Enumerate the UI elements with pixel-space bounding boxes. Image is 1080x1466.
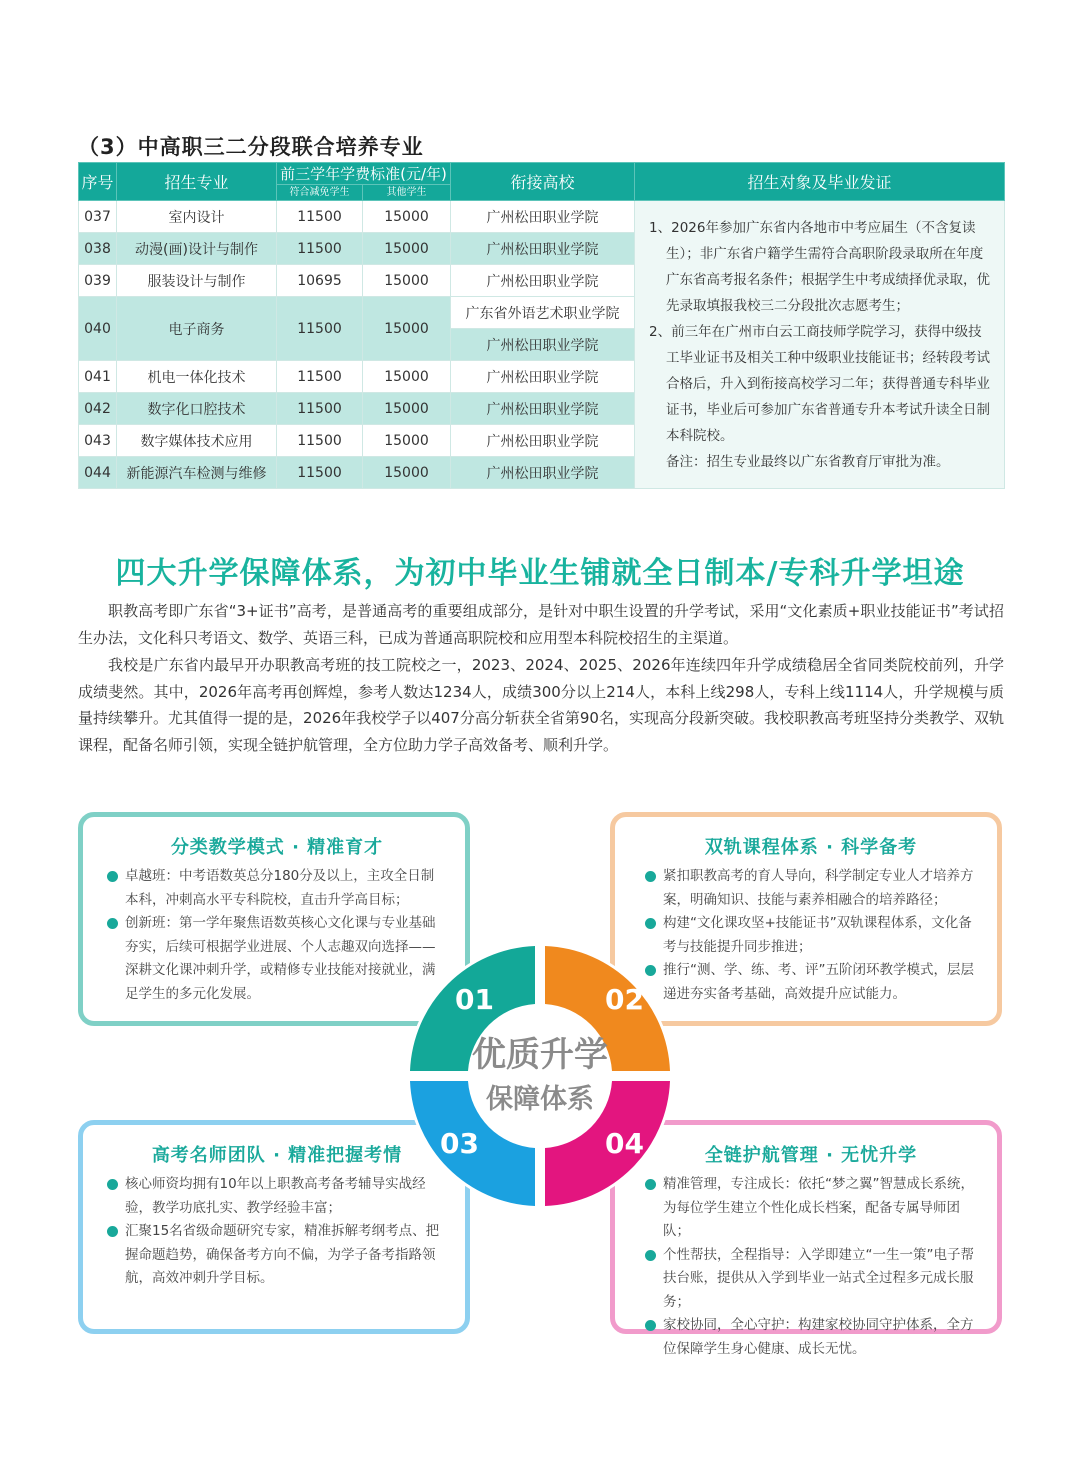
list-item bbox=[645, 1173, 977, 1244]
label-01: 01 bbox=[455, 983, 494, 1016]
center-title-line2: 保障体系 bbox=[486, 1084, 594, 1115]
list-item bbox=[107, 912, 447, 1006]
bullet-icon bbox=[645, 918, 656, 929]
row-fee-local: 11500 bbox=[277, 425, 363, 457]
row-no: 039 bbox=[79, 265, 117, 297]
card-title: 全链护航管理 · 无忧升学 bbox=[704, 1145, 918, 1166]
list-item-text: 创新班：第一学年聚焦语数英核心文化课与专业基础夯实，后续可根据学业进展、个人志趣双向选择——深耕文化课冲刺升学，或精修专业技能对接就业，满足学生的多元化发展。 bbox=[125, 915, 436, 1002]
list-item bbox=[107, 1220, 447, 1291]
card-title: 分类教学模式 · 精准育才 bbox=[170, 837, 384, 858]
paragraph-achievements: 我校是广东省内最早开办职教高考班的技工院校之一，2023、2024、2025、2026年连续四年升学成绩稳居全省同类院校前列，升学成绩斐然。其中，2026年高考再创辉煌，参考人数达1234人，成绩300分以上214人，本科上线298人，专科上线1114人，升学规模与质量持续攀升。尤其值得一提的是，2026年我校学子以407分高分斩获全省第90名，实现高分段新突破。我校职教高考班坚持分类教学、双轨课程，配备名师引领，实现全链护航管理，全方位助力学子高效备考、顺利升学。 bbox=[78, 656, 1004, 754]
list-item bbox=[107, 865, 447, 912]
row-no: 043 bbox=[79, 425, 117, 457]
list-item-text: 个性帮扶，全程指导：入学即建立“一生一策”电子帮扶台账，提供从入学到毕业一站式全过程多元成长服务； bbox=[663, 1246, 974, 1310]
bullet-icon bbox=[107, 871, 118, 882]
row-college: 广州松田职业学院 bbox=[451, 201, 635, 233]
row-major: 数字媒体技术应用 bbox=[117, 425, 277, 457]
note-1: 1、2026年参加广东省内各地市中考应届生（不含复读生）；非广东省户籍学生需符合高职阶段录取所在年度广东省高考报名条件；根据学生中考成绩择优录取，优先录取填报我校三二分段批次志愿考生； bbox=[649, 220, 991, 314]
row-major: 室内设计 bbox=[117, 201, 277, 233]
row-fee-other: 15000 bbox=[363, 457, 451, 489]
row-fee-other: 15000 bbox=[363, 297, 451, 361]
list-item bbox=[645, 865, 977, 912]
header-target: 招生对象及毕业发证 bbox=[635, 163, 1005, 201]
header-fee-local: 符合减免学生 bbox=[277, 185, 363, 201]
header-major: 招生专业 bbox=[117, 163, 277, 201]
row-fee-local: 11500 bbox=[277, 361, 363, 393]
header-fee: 前三学年学费标准(元/年) bbox=[277, 163, 451, 185]
header-no: 序号 bbox=[79, 163, 117, 201]
row-major: 数字化口腔技术 bbox=[117, 393, 277, 425]
guarantee-ring-graphic bbox=[405, 941, 675, 1211]
list-item-text: 汇聚15名省级命题研究专家，精准拆解考纲考点、把握命题趋势，确保备考方向不偏，为学子备考指路领航，高效冲刺升学目标。 bbox=[125, 1223, 440, 1286]
bullet-icon bbox=[107, 1226, 118, 1237]
label-03: 03 bbox=[440, 1127, 479, 1160]
paragraph-intro: 职教高考即广东省“3+证书”高考，是普通高考的重要组成部分，是针对中职生设置的升学考试，采用“文化素质+职业技能证书”考试招生办法，文化科只考语文、数学、英语三科，已成为普通高职院校和应用型本科院校招生的主渠道。 bbox=[78, 602, 1004, 647]
row-college: 广州松田职业学院 bbox=[451, 329, 635, 361]
row-fee-local: 11500 bbox=[277, 233, 363, 265]
card-title: 双轨课程体系 · 科学备考 bbox=[704, 837, 918, 858]
row-college: 广州松田职业学院 bbox=[451, 393, 635, 425]
label-02: 02 bbox=[605, 983, 644, 1016]
header-fee-other: 其他学生 bbox=[363, 185, 451, 201]
list-item-text: 精准管理，专注成长：依托“梦之翼”智慧成长系统，为每位学生建立个性化成长档案，配备专属导师团队； bbox=[663, 1176, 974, 1239]
row-no: 041 bbox=[79, 361, 117, 393]
list-item bbox=[645, 1244, 977, 1315]
note-2: 2、前三年在广州市白云工商技师学院学习，获得中级技工毕业证书及相关工种中级职业技能证书；经转段考试合格后，升入到衔接高校学习二年；获得普通专科毕业证书，毕业后可参加广东省普通专升本考试升读全日制本科院校。 bbox=[649, 324, 991, 444]
notes-cell bbox=[635, 201, 1005, 489]
list-item bbox=[645, 1314, 977, 1361]
center-disc bbox=[476, 1012, 604, 1140]
row-fee-local: 11500 bbox=[277, 457, 363, 489]
row-major: 电子商务 bbox=[117, 297, 277, 361]
row-no: 044 bbox=[79, 457, 117, 489]
row-college: 广东省外语艺术职业学院 bbox=[451, 297, 635, 329]
bullet-icon bbox=[645, 1250, 656, 1261]
row-no: 042 bbox=[79, 393, 117, 425]
list-item bbox=[107, 1173, 447, 1220]
row-fee-local: 11500 bbox=[277, 297, 363, 361]
note-remark: 备注：招生专业最终以广东省教育厅审批为准。 bbox=[666, 454, 950, 470]
section-title: （3）中高职三二分段联合培养专业 bbox=[78, 135, 424, 159]
list-item bbox=[645, 959, 977, 1006]
row-major: 动漫(画)设计与制作 bbox=[117, 233, 277, 265]
bullet-icon bbox=[107, 1179, 118, 1190]
list-item-text: 紧扣职教高考的育人导向，科学制定专业人才培养方案，明确知识、技能与素养相融合的培养路径； bbox=[663, 868, 974, 908]
list-item-text: 家校协同，全心守护：构建家校协同守护体系，全方位保障学生身心健康、成长无忧。 bbox=[663, 1317, 974, 1357]
row-fee-other: 15000 bbox=[363, 393, 451, 425]
center-title-line1: 优质升学 bbox=[472, 1035, 608, 1075]
bullet-icon bbox=[645, 1320, 656, 1331]
row-major: 服装设计与制作 bbox=[117, 265, 277, 297]
row-no: 038 bbox=[79, 233, 117, 265]
row-college: 广州松田职业学院 bbox=[451, 233, 635, 265]
row-college: 广州松田职业学院 bbox=[451, 361, 635, 393]
row-fee-local: 11500 bbox=[277, 393, 363, 425]
label-04: 04 bbox=[605, 1127, 644, 1160]
list-item-text: 推行“测、学、练、考、评”五阶闭环教学模式，层层递进夯实备考基础，高效提升应试能力。 bbox=[663, 962, 974, 1002]
list-item bbox=[645, 912, 977, 959]
row-fee-other: 15000 bbox=[363, 233, 451, 265]
table-row bbox=[79, 201, 1005, 233]
row-major: 新能源汽车检测与维修 bbox=[117, 457, 277, 489]
row-fee-local: 11500 bbox=[277, 201, 363, 233]
bullet-icon bbox=[645, 871, 656, 882]
list-item-text: 核心师资均拥有10年以上职教高考备考辅导实战经验，教学功底扎实、教学经验丰富； bbox=[125, 1176, 426, 1216]
card-title: 高考名师团队 · 精准把握考情 bbox=[151, 1145, 403, 1166]
row-fee-other: 15000 bbox=[363, 265, 451, 297]
main-title: 四大升学保障体系，为初中毕业生铺就全日制本/专科升学坦途 bbox=[115, 556, 965, 591]
row-college: 广州松田职业学院 bbox=[451, 265, 635, 297]
row-college: 广州松田职业学院 bbox=[451, 457, 635, 489]
header-college: 衔接高校 bbox=[451, 163, 635, 201]
row-fee-other: 15000 bbox=[363, 361, 451, 393]
enrollment-table bbox=[78, 162, 1005, 489]
bullet-icon bbox=[107, 918, 118, 929]
list-item-text: 卓越班：中考语数英总分180分及以上，主攻全日制本科，冲刺高水平专科院校，直击升学高目标； bbox=[125, 868, 435, 908]
row-major: 机电一体化技术 bbox=[117, 361, 277, 393]
row-no: 040 bbox=[79, 297, 117, 361]
row-fee-other: 15000 bbox=[363, 201, 451, 233]
row-fee-local: 10695 bbox=[277, 265, 363, 297]
row-fee-other: 15000 bbox=[363, 425, 451, 457]
row-no: 037 bbox=[79, 201, 117, 233]
list-item-text: 构建“文化课攻坚+技能证书”双轨课程体系，文化备考与技能提升同步推进； bbox=[663, 915, 972, 955]
row-college: 广州松田职业学院 bbox=[451, 425, 635, 457]
